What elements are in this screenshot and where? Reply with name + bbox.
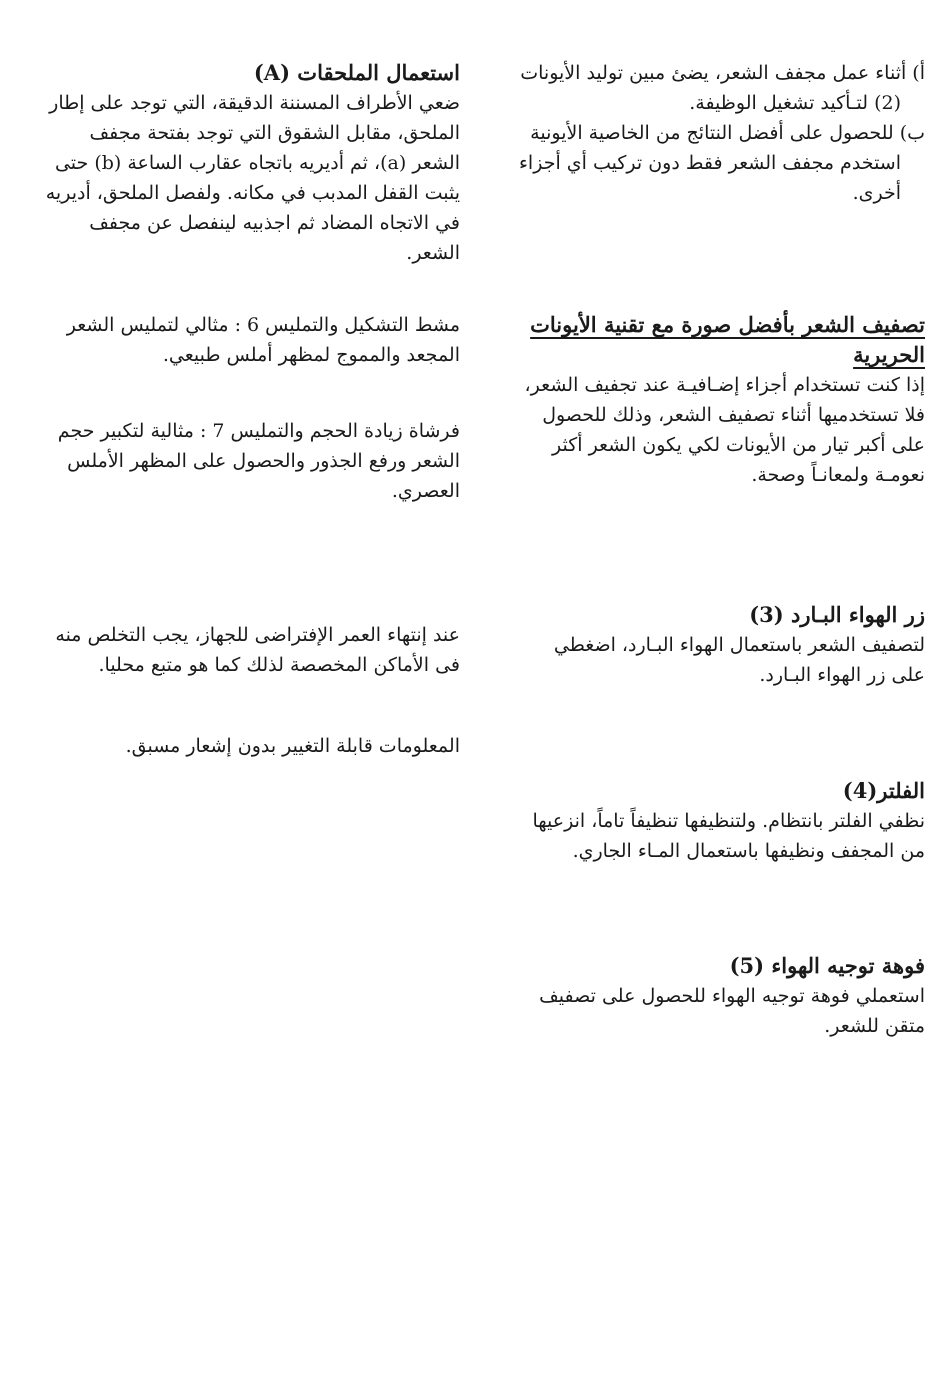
disposal-text: عند إنتهاء العمر الإفتراضى للجهاز، يجب التخلص منه فى الأماكن المخصصة لذلك كما هو متبع محليا. [55, 624, 460, 676]
nozzle-section [515, 951, 925, 1041]
brush-attachment-note [40, 416, 460, 506]
ionic-styling-title: تصفيف الشعر بأفضل صورة مع تقنية الأيونات الحريرية [530, 312, 925, 367]
cold-air-section [515, 600, 925, 690]
comb-attachment-note [40, 310, 460, 370]
note-item-b: ب) للحصول على أفضل النتائج من الخاصية الأيونية استخدم مجفف الشعر فقط دون تركيب أي أجزاء أخرى. [519, 122, 925, 204]
note-item-a: أ) أثناء عمل مجفف الشعر، يضئ مبين توليد الأيونات (2) لتـأكيد تشغيل الوظيفة. [520, 62, 925, 114]
attachments-title: استعمال الملحقات (A) [253, 60, 460, 85]
filter-body: نظفي الفلتر بانتظام. ولتنظيفها تنظيفاً تاماً، انزعيها من المجفف ونظيفها باستعمال المـاء الجاري. [532, 810, 925, 862]
ionic-indicator-notes [515, 58, 925, 208]
change-notice [40, 731, 460, 761]
cold-air-title: زر الهواء البـارد (3) [749, 602, 925, 627]
filter-section [515, 776, 925, 866]
cold-air-body: لتصفيف الشعر باستعمال الهواء البـارد، اضغطي على زر الهواء البـارد. [553, 634, 925, 686]
nozzle-body: استعملي فوهة توجيه الهواء للحصول على تصفيف متقن للشعر. [539, 985, 925, 1037]
change-notice-text: المعلومات قابلة التغيير بدون إشعار مسبق. [125, 735, 460, 757]
ionic-styling-body: إذا كنت تستخدام أجزاء إضـافيـة عند تجفيف الشعر، فلا تستخدميها أثناء تصفيف الشعر، وذلك للحصول على أكبر تيار من الأيونات لكي يكون الشعر أكثر نعومـة ولمعانـاً وصحة. [524, 374, 925, 486]
nozzle-title: فوهة توجيه الهواء (5) [729, 953, 925, 978]
filter-title: الفلتر(4) [842, 778, 925, 803]
ionic-styling-section [515, 310, 925, 490]
disposal-note [40, 620, 460, 680]
brush-attachment-text: فرشاة زيادة الحجم والتمليس 7 : مثالية لتكبير حجم الشعر ورفع الجذور والحصول على المظهر الأملس العصري. [57, 420, 460, 502]
attachments-section [40, 58, 460, 268]
comb-attachment-text: مشط التشكيل والتمليس 6 : مثالي لتمليس الشعر المجعد والمموج لمظهر أملس طبيعي. [66, 314, 460, 366]
attachments-body: ضعي الأطراف المسننة الدقيقة، التي توجد على إطار الملحق، مقابل الشقوق التي توجد بفتحة مجفف الشعر (a)، ثم أديريه باتجاه عقارب الساعة (b) حتى يثبت القفل المدبب في مكانه. ولفصل الملحق، أديريه في الاتجاه المضاد ثم اجذبيه لينفصل عن مجفف الشعر. [45, 92, 460, 264]
